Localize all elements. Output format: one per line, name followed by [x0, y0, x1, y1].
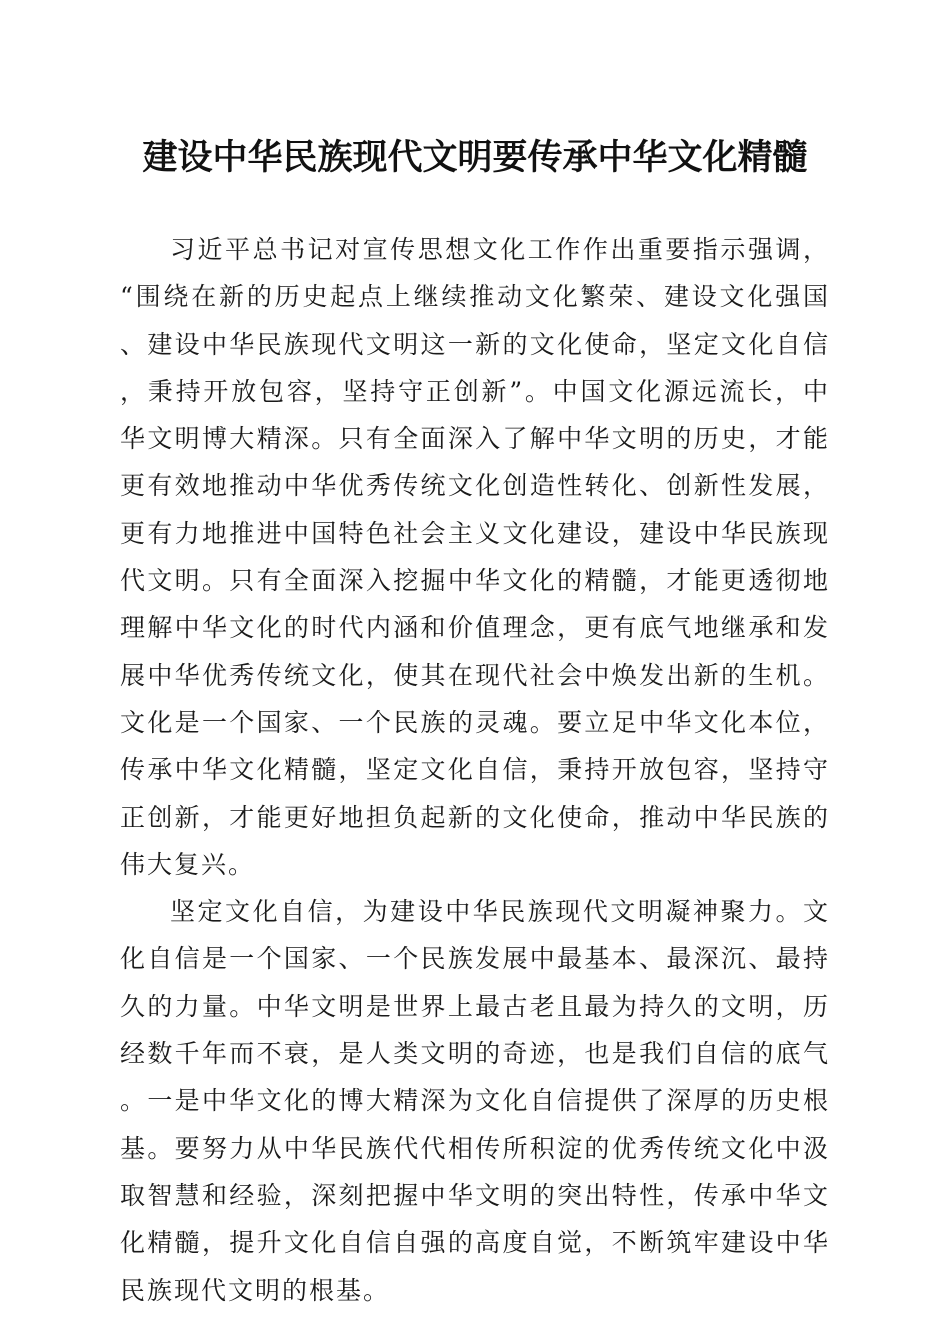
- document-title: 建设中华民族现代文明要传承中华文化精髓: [142, 137, 808, 178]
- paragraph: 坚定文化自信，为建设中华民族现代文明凝神聚力。文化自信是一个国家、一个民族发展中最基本、最深沉、最持久的力量。中华文明是世界上最古老且最为持久的文明，历经数千年而不衰，是人类文明的奇迹，也是我们自信的底气。一是中华文化的博大精深为文化自信提供了深厚的历史根基。要努力从中华民族代代相传所积淀的优秀传统文化中汲取智慧和经验，深刻把握中华文明的突出特性，传承中华文化精髓，提升文化自信自强的高度自觉，不断筑牢建设中华民族现代文明的根基。: [120, 897, 830, 1305]
- paragraph: 习近平总书记对宣传思想文化工作作出重要指示强调，“围绕在新的历史起点上继续推动文化繁荣、建设文化强国、建设中华民族现代文明这一新的文化使命，坚定文化自信，秉持开放包容，坚持守正创新”。中国文化源远流长，中华文明博大精深。只有全面深入了解中华文明的历史，才能更有效地推动中华优秀传统文化创造性转化、创新性发展，更有力地推进中国特色社会主义文化建设，建设中华民族现代文明。只有全面深入挖掘中华文化的精髓，才能更透彻地理解中华文化的时代内涵和价值理念，更有底气地继承和发展中华优秀传统文化，使其在现代社会中焕发出新的生机。文化是一个国家、一个民族的灵魂。要立足中华文化本位，传承中华文化精髓，坚定文化自信，秉持开放包容，坚持守正创新，才能更好地担负起新的文化使命，推动中华民族的伟大复兴。: [120, 235, 830, 879]
- document-body: [120, 226, 830, 1314]
